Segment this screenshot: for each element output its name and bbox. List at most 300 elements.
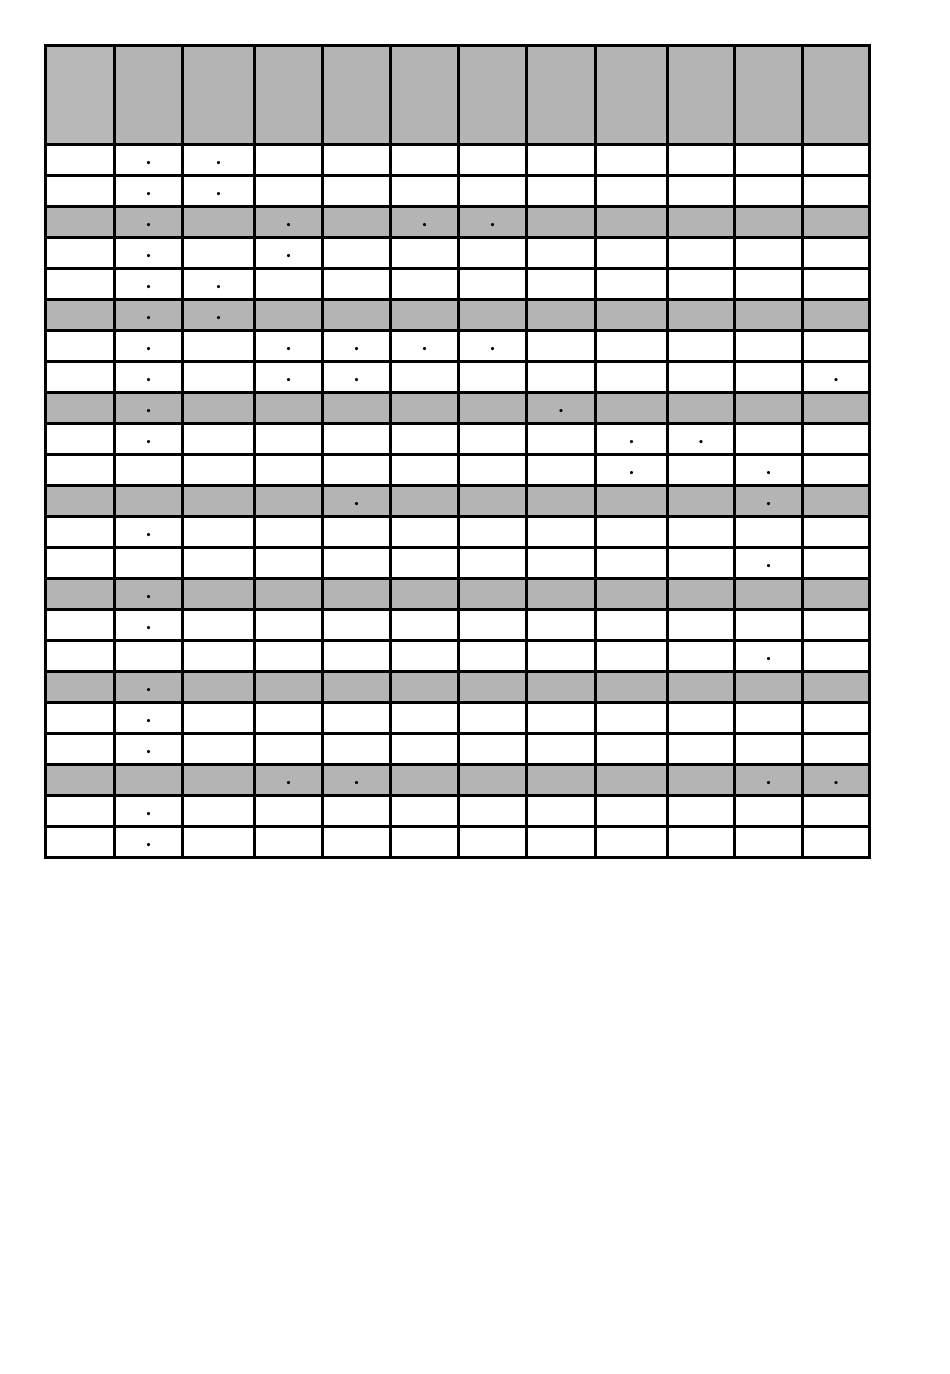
table-row <box>46 827 870 858</box>
row-label <box>46 145 115 176</box>
matrix-cell <box>115 393 183 424</box>
column-header <box>323 46 391 145</box>
matrix-cell <box>255 734 323 765</box>
matrix-cell <box>115 734 183 765</box>
matrix-cell <box>183 176 255 207</box>
matrix-cell <box>596 393 668 424</box>
matrix-cell <box>115 207 183 238</box>
matrix-cell <box>391 207 459 238</box>
matrix-cell <box>391 672 459 703</box>
table-row <box>46 176 870 207</box>
matrix-cell <box>391 734 459 765</box>
matrix-cell <box>459 424 527 455</box>
matrix-cell <box>527 548 596 579</box>
check-mark: • <box>145 251 152 262</box>
matrix-cell <box>459 796 527 827</box>
matrix-cell <box>459 207 527 238</box>
matrix-cell <box>803 672 870 703</box>
check-mark: • <box>145 716 152 727</box>
matrix-cell <box>527 424 596 455</box>
matrix-cell <box>735 145 803 176</box>
matrix-cell <box>255 548 323 579</box>
matrix-cell <box>596 827 668 858</box>
matrix-body <box>46 145 870 858</box>
table-row <box>46 424 870 455</box>
table-row <box>46 238 870 269</box>
check-mark: • <box>145 530 152 541</box>
matrix-cell <box>323 269 391 300</box>
matrix-cell <box>183 796 255 827</box>
matrix-cell <box>391 362 459 393</box>
matrix-cell <box>668 579 735 610</box>
matrix-cell <box>115 517 183 548</box>
matrix-cell <box>596 176 668 207</box>
row-label <box>46 517 115 548</box>
row-label <box>46 331 115 362</box>
check-mark: • <box>353 344 360 355</box>
matrix-cell <box>255 610 323 641</box>
matrix-cell <box>596 517 668 548</box>
matrix-cell <box>803 331 870 362</box>
row-label <box>46 672 115 703</box>
check-mark: • <box>285 375 292 386</box>
matrix-cell <box>527 827 596 858</box>
matrix-cell <box>391 269 459 300</box>
row-label <box>46 641 115 672</box>
matrix-cell <box>596 238 668 269</box>
matrix-cell <box>596 734 668 765</box>
matrix-cell <box>323 517 391 548</box>
matrix-cell <box>183 238 255 269</box>
matrix-cell <box>255 455 323 486</box>
matrix-cell <box>668 300 735 331</box>
matrix-cell <box>803 300 870 331</box>
matrix-cell <box>115 145 183 176</box>
matrix-cell <box>596 579 668 610</box>
matrix-cell <box>527 362 596 393</box>
matrix-cell <box>391 579 459 610</box>
table-row <box>46 145 870 176</box>
check-mark: • <box>145 747 152 758</box>
row-label <box>46 300 115 331</box>
matrix-cell <box>735 486 803 517</box>
row-label <box>46 393 115 424</box>
matrix-cell <box>527 641 596 672</box>
row-label <box>46 207 115 238</box>
column-header <box>803 46 870 145</box>
matrix-cell <box>255 145 323 176</box>
matrix-cell <box>255 207 323 238</box>
row-label <box>46 734 115 765</box>
matrix-cell <box>183 579 255 610</box>
matrix-cell <box>391 548 459 579</box>
matrix-cell <box>255 362 323 393</box>
matrix-cell <box>459 300 527 331</box>
matrix-cell <box>735 362 803 393</box>
matrix-cell <box>803 269 870 300</box>
check-mark: • <box>421 220 428 231</box>
matrix-cell <box>735 734 803 765</box>
row-label <box>46 238 115 269</box>
matrix-cell <box>668 424 735 455</box>
matrix-cell <box>596 486 668 517</box>
matrix-cell <box>323 393 391 424</box>
matrix-cell <box>115 610 183 641</box>
matrix-cell <box>255 331 323 362</box>
matrix-cell <box>391 455 459 486</box>
matrix-cell <box>323 641 391 672</box>
matrix-cell <box>668 145 735 176</box>
matrix-cell <box>735 331 803 362</box>
matrix-cell <box>183 517 255 548</box>
matrix-cell <box>668 207 735 238</box>
matrix-cell <box>255 672 323 703</box>
matrix-cell <box>115 238 183 269</box>
matrix-cell <box>183 424 255 455</box>
matrix-cell <box>255 796 323 827</box>
matrix-cell <box>391 827 459 858</box>
matrix-cell <box>323 145 391 176</box>
matrix-cell <box>735 300 803 331</box>
check-mark: • <box>145 282 152 293</box>
check-mark: • <box>145 158 152 169</box>
matrix-cell <box>255 579 323 610</box>
matrix-cell <box>527 517 596 548</box>
column-header <box>183 46 255 145</box>
compatibility-matrix <box>44 44 871 859</box>
check-mark: • <box>765 468 772 479</box>
matrix-cell <box>803 393 870 424</box>
matrix-cell <box>115 672 183 703</box>
matrix-cell <box>255 238 323 269</box>
check-mark: • <box>285 251 292 262</box>
matrix-cell <box>803 207 870 238</box>
matrix-cell <box>459 734 527 765</box>
table-row <box>46 610 870 641</box>
matrix-cell <box>459 176 527 207</box>
matrix-cell <box>596 455 668 486</box>
check-mark: • <box>489 344 496 355</box>
matrix-cell <box>527 765 596 796</box>
matrix-cell <box>527 393 596 424</box>
matrix-cell <box>735 610 803 641</box>
matrix-cell <box>183 548 255 579</box>
column-header <box>596 46 668 145</box>
matrix-cell <box>803 176 870 207</box>
matrix-cell <box>183 300 255 331</box>
table-row <box>46 548 870 579</box>
check-mark: • <box>353 778 360 789</box>
matrix-cell <box>596 672 668 703</box>
matrix-cell <box>668 641 735 672</box>
check-mark: • <box>765 499 772 510</box>
matrix-cell <box>115 269 183 300</box>
table-row <box>46 641 870 672</box>
matrix-cell <box>323 176 391 207</box>
check-mark: • <box>215 158 222 169</box>
matrix-cell <box>803 424 870 455</box>
matrix-cell <box>391 703 459 734</box>
row-label <box>46 455 115 486</box>
matrix-cell <box>596 424 668 455</box>
matrix-cell <box>255 703 323 734</box>
check-mark: • <box>833 778 839 789</box>
matrix-cell <box>323 734 391 765</box>
row-label <box>46 176 115 207</box>
matrix-cell <box>668 486 735 517</box>
check-mark: • <box>765 778 772 789</box>
matrix-cell <box>735 176 803 207</box>
check-mark: • <box>215 282 222 293</box>
matrix-cell <box>115 765 183 796</box>
matrix-cell <box>596 300 668 331</box>
matrix-cell <box>323 672 391 703</box>
matrix-cell <box>803 641 870 672</box>
matrix-cell <box>323 610 391 641</box>
matrix-cell <box>323 548 391 579</box>
matrix-cell <box>183 672 255 703</box>
table-row <box>46 455 870 486</box>
matrix-cell <box>527 145 596 176</box>
matrix-cell <box>183 207 255 238</box>
check-mark: • <box>215 189 222 200</box>
matrix-cell <box>255 827 323 858</box>
matrix-cell <box>527 734 596 765</box>
check-mark: • <box>145 592 152 603</box>
table-row <box>46 207 870 238</box>
matrix-cell <box>596 331 668 362</box>
matrix-cell <box>596 362 668 393</box>
row-label <box>46 765 115 796</box>
column-header <box>391 46 459 145</box>
matrix-cell <box>115 300 183 331</box>
matrix-cell <box>183 393 255 424</box>
check-mark: • <box>145 313 152 324</box>
matrix-cell <box>459 517 527 548</box>
matrix-cell <box>183 362 255 393</box>
row-label <box>46 610 115 641</box>
row-label <box>46 796 115 827</box>
table-row <box>46 579 870 610</box>
matrix-cell <box>735 238 803 269</box>
matrix-cell <box>459 579 527 610</box>
check-mark: • <box>353 499 360 510</box>
matrix-cell <box>527 455 596 486</box>
matrix-cell <box>255 641 323 672</box>
matrix-cell <box>668 672 735 703</box>
matrix-cell <box>527 269 596 300</box>
check-mark: • <box>215 313 222 324</box>
row-label <box>46 827 115 858</box>
row-label <box>46 579 115 610</box>
table-row <box>46 486 870 517</box>
matrix-cell <box>803 455 870 486</box>
matrix-cell <box>527 579 596 610</box>
column-header <box>115 46 183 145</box>
matrix-cell <box>596 269 668 300</box>
matrix-cell <box>803 734 870 765</box>
matrix-cell <box>459 827 527 858</box>
matrix-cell <box>459 362 527 393</box>
matrix-cell <box>115 424 183 455</box>
matrix-cell <box>323 796 391 827</box>
matrix-cell <box>183 486 255 517</box>
matrix-cell <box>183 269 255 300</box>
matrix-cell <box>115 579 183 610</box>
matrix-cell <box>323 579 391 610</box>
check-mark: • <box>765 561 772 572</box>
matrix-cell <box>668 393 735 424</box>
matrix-cell <box>459 455 527 486</box>
matrix-cell <box>803 145 870 176</box>
matrix-cell <box>391 641 459 672</box>
matrix-cell <box>459 238 527 269</box>
matrix-cell <box>596 207 668 238</box>
matrix-cell <box>668 548 735 579</box>
check-mark: • <box>489 220 496 231</box>
matrix-cell <box>255 517 323 548</box>
matrix-cell <box>391 424 459 455</box>
matrix-cell <box>803 238 870 269</box>
matrix-cell <box>323 455 391 486</box>
row-label <box>46 362 115 393</box>
matrix-cell <box>668 703 735 734</box>
matrix-cell <box>183 145 255 176</box>
matrix-cell <box>668 765 735 796</box>
matrix-cell <box>323 424 391 455</box>
table-row <box>46 796 870 827</box>
table-row <box>46 517 870 548</box>
table-row <box>46 703 870 734</box>
check-mark: • <box>698 437 704 448</box>
matrix-cell <box>527 703 596 734</box>
check-mark: • <box>145 437 152 448</box>
matrix-cell <box>668 176 735 207</box>
matrix-cell <box>803 610 870 641</box>
matrix-cell <box>323 207 391 238</box>
check-mark: • <box>353 375 360 386</box>
check-mark: • <box>145 623 152 634</box>
matrix-cell <box>459 331 527 362</box>
matrix-cell <box>668 734 735 765</box>
matrix-cell <box>115 362 183 393</box>
matrix-cell <box>459 145 527 176</box>
matrix-cell <box>115 548 183 579</box>
matrix-cell <box>735 548 803 579</box>
matrix-cell <box>596 610 668 641</box>
matrix-cell <box>803 548 870 579</box>
matrix-cell <box>183 455 255 486</box>
matrix-cell <box>183 331 255 362</box>
check-mark: • <box>628 468 635 479</box>
matrix-cell <box>735 827 803 858</box>
matrix-cell <box>459 393 527 424</box>
matrix-cell <box>596 703 668 734</box>
matrix-cell <box>391 765 459 796</box>
matrix-cell <box>527 207 596 238</box>
matrix-cell <box>255 300 323 331</box>
matrix-cell <box>668 610 735 641</box>
matrix-cell <box>527 300 596 331</box>
table-row <box>46 734 870 765</box>
matrix-cell <box>735 672 803 703</box>
matrix-cell <box>323 703 391 734</box>
matrix-cell <box>596 796 668 827</box>
matrix-cell <box>391 300 459 331</box>
matrix-cell <box>596 548 668 579</box>
matrix-cell <box>183 610 255 641</box>
matrix-cell <box>527 176 596 207</box>
header-row <box>46 46 870 145</box>
row-label <box>46 548 115 579</box>
matrix-cell <box>803 827 870 858</box>
matrix-cell <box>735 517 803 548</box>
matrix-cell <box>391 796 459 827</box>
matrix-cell <box>391 486 459 517</box>
matrix-cell <box>183 641 255 672</box>
column-header <box>668 46 735 145</box>
matrix-cell <box>803 362 870 393</box>
table-row <box>46 672 870 703</box>
check-mark: • <box>628 437 635 448</box>
matrix-cell <box>527 672 596 703</box>
matrix-cell <box>459 641 527 672</box>
matrix-cell <box>527 238 596 269</box>
check-mark: • <box>421 344 428 355</box>
column-header <box>255 46 323 145</box>
matrix-cell <box>735 796 803 827</box>
matrix-cell <box>323 486 391 517</box>
matrix-cell <box>527 486 596 517</box>
matrix-cell <box>183 827 255 858</box>
matrix-cell <box>668 362 735 393</box>
row-label <box>46 269 115 300</box>
matrix-cell <box>323 331 391 362</box>
table-row <box>46 362 870 393</box>
matrix-cell <box>391 517 459 548</box>
matrix-cell <box>115 703 183 734</box>
matrix-cell <box>459 269 527 300</box>
matrix-cell <box>115 486 183 517</box>
matrix-cell <box>115 331 183 362</box>
check-mark: • <box>285 344 292 355</box>
table-row <box>46 765 870 796</box>
matrix-cell <box>668 796 735 827</box>
matrix-cell <box>459 672 527 703</box>
check-mark: • <box>145 809 152 820</box>
matrix-cell <box>255 424 323 455</box>
matrix-cell <box>735 207 803 238</box>
matrix-cell <box>668 455 735 486</box>
matrix-cell <box>668 269 735 300</box>
matrix-cell <box>735 641 803 672</box>
matrix-cell <box>391 238 459 269</box>
matrix-cell <box>323 300 391 331</box>
table-row <box>46 331 870 362</box>
matrix-cell <box>115 176 183 207</box>
matrix-cell <box>183 765 255 796</box>
matrix-cell <box>803 796 870 827</box>
matrix-cell <box>459 765 527 796</box>
matrix-cell <box>115 796 183 827</box>
column-header <box>459 46 527 145</box>
matrix-cell <box>803 765 870 796</box>
matrix-cell <box>255 486 323 517</box>
matrix-cell <box>391 176 459 207</box>
matrix-cell <box>323 238 391 269</box>
table-row <box>46 393 870 424</box>
matrix-cell <box>735 393 803 424</box>
